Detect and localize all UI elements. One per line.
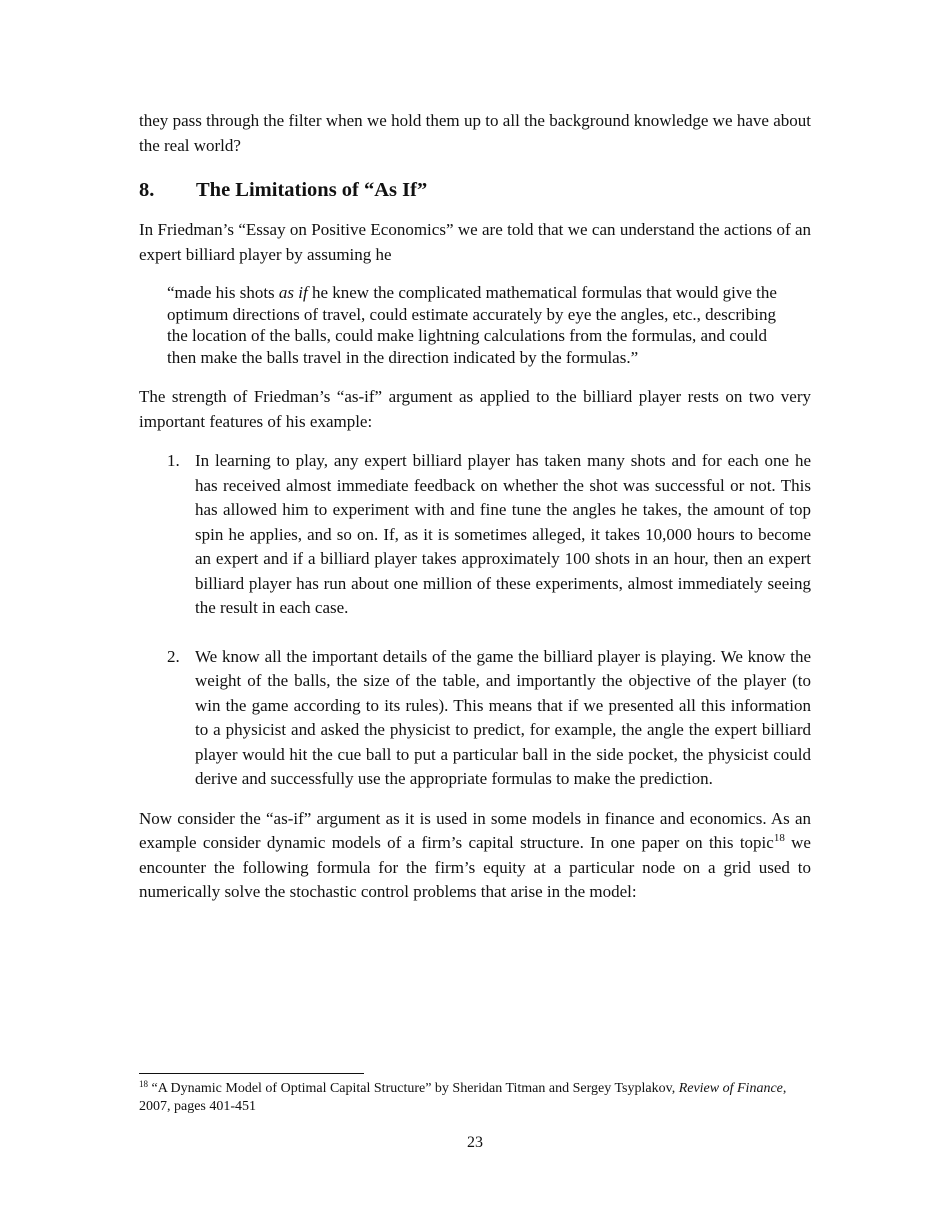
quote-emphasis: as if — [278, 283, 308, 302]
paragraph-3-after: we encounter the following formula for the firm’s equity at a particular node on a grid used to numerically solve the stochastic control problems that arise in the model: — [139, 833, 811, 902]
paragraph-3-before: Now consider the “as-if” argument as it is used in some models in finance and economics. As an example consider dynamic models of a firm’s capital structure. In one paper on this topic — [139, 808, 811, 853]
block-quote — [167, 282, 783, 368]
quote-open: “made his shots — [167, 283, 279, 302]
numbered-list — [139, 449, 811, 792]
footnote-journal: Review of Finance — [678, 1081, 783, 1096]
list-item-number: 2. — [167, 646, 180, 666]
section-title: The Limitations of “As If” — [196, 179, 428, 201]
section-heading — [139, 177, 811, 203]
paragraph-2: The strength of Friedman’s “as-if” argument as applied to the billiard player rests on two very important features of his example: — [139, 387, 811, 431]
footnote-text: “A Dynamic Model of Optimal Capital Structure” by Sheridan Titman and Sergey Tsyplakov, — [148, 1081, 679, 1096]
footnote — [139, 1080, 811, 1116]
footnote-divider — [139, 1073, 364, 1074]
footnote-mark: 18 — [139, 1079, 148, 1089]
list-item-text: We know all the important details of the game the billiard player is playing. We know the weight of the balls, the size of the table, and importantly the objective of the player (to win the game according to its rules). This means that if we presented all this information to a physicist and asked the physicist to predict, for example, the angle the expert billiard player would hit the cue ball to put a particular ball in the side pocket, the physicist could derive and successfully use the appropriate formulas to make the prediction. — [195, 646, 811, 789]
list-item-number: 1. — [167, 451, 180, 471]
footnote-reference[interactable]: 18 — [773, 832, 785, 845]
page-body — [139, 109, 811, 905]
section-number: 8. — [139, 179, 155, 201]
list-item — [167, 449, 811, 621]
paragraph-1: In Friedman’s “Essay on Positive Economics” we are told that we can understand the actions of an expert billiard player by assuming he — [139, 220, 811, 264]
intro-paragraph: they pass through the filter when we hold them up to all the background knowledge we have about the real world? — [139, 111, 811, 155]
footnote-tail: , 2007, pages 401-451 — [139, 1081, 787, 1114]
paragraph-3 — [139, 807, 811, 905]
page-number: 23 — [467, 1134, 483, 1151]
list-item-text: In learning to play, any expert billiard player has taken many shots and for each one he has received almost immediate feedback on whether the shot was successful or not. This has allowed him to experiment with and fine tune the angles he takes, the amount of top spin he applies, and so on. If, as it is sometimes alleged, it takes 10,000 hours to become an expert and if a billiard player takes approximately 100 shots in an hour, then an expert billiard player has run about one million of these experiments, almost immediately seeing the result in each case. — [195, 451, 811, 618]
quote-rest: he knew the complicated mathematical formulas that would give the optimum directions of travel, could estimate accurately by eye the angles, etc., describing the location of the balls, could make lightning calculations from the formulas, and could then make the balls travel in the direction indicated by the formulas.” — [167, 283, 777, 367]
list-item — [167, 645, 811, 792]
